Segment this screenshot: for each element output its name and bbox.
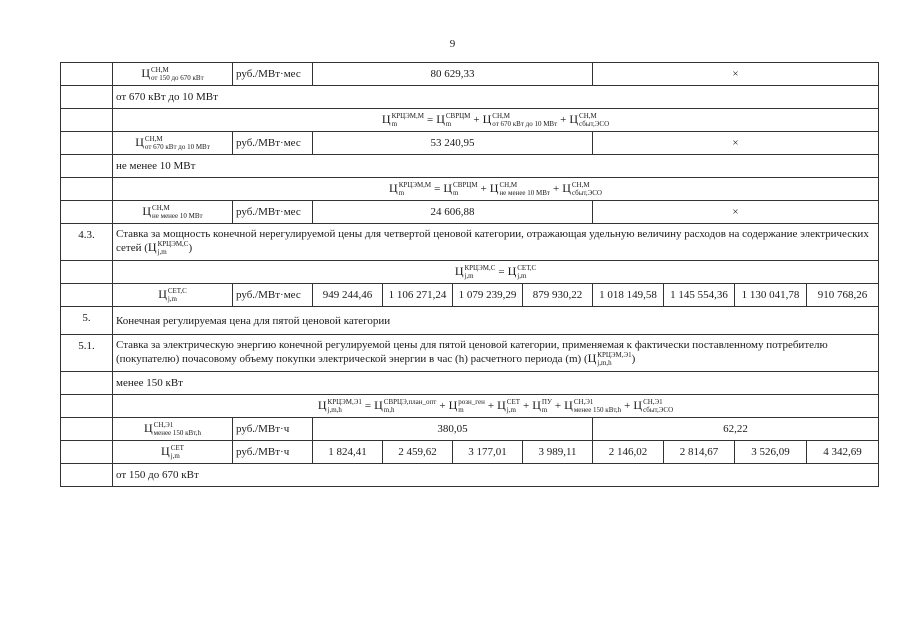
symbol-subscript: менее 150 кВт,h [153, 429, 202, 438]
value-cell: 24 606,88 [313, 201, 593, 224]
symbol-subscript: m [541, 406, 548, 415]
symbol-indices [158, 240, 189, 256]
row-number-cell [61, 132, 113, 155]
symbol-superscript: СН,М [144, 135, 163, 144]
formula-cell [113, 395, 879, 418]
row-number-cell [61, 109, 113, 132]
formula [317, 397, 674, 415]
formula-cell [113, 261, 879, 284]
symbol-base: Ц [587, 350, 597, 365]
cross-cell: × [593, 63, 879, 86]
table-row [61, 86, 879, 109]
row-number-cell [61, 284, 113, 307]
symbol-superscript: СВРЦМ [453, 181, 478, 190]
price-symbol [158, 287, 187, 303]
symbol-superscript: СН,М [499, 181, 518, 190]
symbol-subscript: j,m,h [597, 359, 612, 368]
cross-cell: × [593, 201, 879, 224]
section-number: 5.1. [61, 335, 113, 372]
price-symbol [141, 66, 203, 82]
table-row [61, 109, 879, 132]
symbol-subscript: сбыт,ЭСО [643, 406, 674, 415]
plus-sign: + [439, 399, 446, 412]
plus-sign: + [560, 113, 567, 126]
formula-cell [113, 109, 879, 132]
plus-sign: + [553, 182, 560, 195]
formula [389, 180, 602, 198]
unit-cell: руб./МВт·ч [233, 441, 313, 464]
symbol-subscript: j,m [506, 406, 516, 415]
price-symbol [135, 135, 210, 151]
symbol-superscript: КРЦЭМ,М [398, 181, 432, 190]
row-number-cell [61, 201, 113, 224]
symbol-subscript: m [453, 189, 459, 198]
value-cell: 53 240,95 [313, 132, 593, 155]
value-cell: 2 146,02 [593, 441, 664, 464]
value-cell: 2 459,62 [383, 441, 453, 464]
section-title: Ставка за мощность конечной нерегулируемой цены для четвертой ценовой категории, отражающая удельную величину расходов на содержание электрических сетей (Ц КРЦЭМ,С j,m ) [113, 224, 879, 261]
value-cell: 1 018 149,58 [593, 284, 664, 307]
subheading-cell: менее 150 кВт [113, 372, 879, 395]
symbol-subscript: j,m [464, 272, 474, 281]
symbol-superscript: КРЦЭМ,С [157, 240, 189, 249]
symbol-indices [399, 181, 431, 197]
value-cell: 62,22 [593, 418, 879, 441]
section-title: Конечная регулируемая цена для пятой ценовой категории [113, 307, 879, 335]
symbol-subscript: j,m [167, 295, 177, 304]
symbol-indices [458, 398, 485, 414]
unit-cell: руб./МВт·мес [233, 132, 313, 155]
unit-cell: руб./МВт·ч [233, 418, 313, 441]
symbol-indices [643, 398, 673, 414]
symbol-indices [328, 398, 362, 414]
symbol-indices [574, 398, 621, 414]
value-cell: 80 629,33 [313, 63, 593, 86]
value-cell: 3 177,01 [453, 441, 523, 464]
symbol-subscript: сбыт,ЭСО [571, 189, 602, 198]
symbol-subscript: от 670 кВт до 10 МВт [492, 120, 558, 129]
row-number-cell [61, 372, 113, 395]
symbol-subscript: не менее 10 МВт [499, 189, 550, 198]
symbol-superscript: КРЦЭМ,С [464, 264, 496, 273]
value-cell: 1 824,41 [313, 441, 383, 464]
symbol-subscript: от 670 кВт до 10 МВт [144, 143, 210, 152]
symbol-base: Ц [389, 180, 398, 195]
row-number-cell [61, 418, 113, 441]
equals-sign: = [427, 113, 434, 126]
tariff-table [60, 62, 879, 487]
symbol-base: Ц [482, 111, 492, 126]
value-cell: 3 526,09 [735, 441, 807, 464]
section-title: Ставка за электрическую энергию конечной регулируемой цены для пятой ценовой категории, применяемая к фактически поставленному потребителю (покупателю) почасовому объему покупки электрической энергии в час (h) расчетного периода (m) (Ц КРЦЭМ,Э1 j,m,h ) [113, 335, 879, 372]
unit-cell: руб./МВт·мес [233, 63, 313, 86]
symbol-superscript: СН,М [151, 66, 169, 75]
section-row-5-1 [61, 335, 879, 372]
value-cell: 4 342,69 [807, 441, 879, 464]
symbol-base: Ц [141, 65, 150, 80]
value-cell: 1 106 271,24 [383, 284, 453, 307]
symbol-subscript: m,h [383, 406, 395, 415]
price-symbol [161, 444, 184, 460]
symbol-superscript: СН,М [152, 204, 170, 213]
section-number: 4.3. [61, 224, 113, 261]
symbol-superscript: СЕТ [170, 444, 184, 453]
symbol-base: Ц [317, 397, 327, 412]
symbol-indices [152, 204, 203, 220]
row-number-cell [61, 86, 113, 109]
table-row [61, 441, 879, 464]
symbol-subscript: m [398, 189, 405, 198]
formula [381, 111, 610, 129]
symbol-cell [113, 63, 233, 86]
row-number-cell [61, 441, 113, 464]
symbol-indices [579, 112, 609, 128]
row-number-cell [61, 261, 113, 284]
symbol-base: Ц [489, 180, 499, 195]
plus-sign: + [523, 399, 530, 412]
symbol-base: Ц [507, 263, 517, 278]
symbol-indices [384, 398, 437, 414]
symbol-subscript: m [458, 406, 464, 415]
symbol-indices [597, 351, 631, 367]
value-cell: 910 768,26 [807, 284, 879, 307]
symbol-base: Ц [562, 180, 571, 195]
value-cell: 1 079 239,29 [453, 284, 523, 307]
value-cell: 2 814,67 [664, 441, 735, 464]
table-row [61, 63, 879, 86]
symbol-superscript: СВРЦМ [445, 112, 471, 121]
symbol-subscript: m [445, 120, 452, 129]
symbol-indices [145, 135, 210, 151]
symbol-superscript: КРЦЭМ,М [391, 112, 424, 121]
equals-sign: = [498, 265, 505, 278]
page-number: 9 [449, 38, 456, 50]
symbol-base: Ц [448, 397, 458, 412]
price-symbol [588, 351, 632, 367]
value-cell: 1 145 554,36 [664, 284, 735, 307]
symbol-indices [499, 181, 550, 197]
price-symbol [148, 240, 189, 256]
symbol-base: Ц [158, 286, 167, 301]
plus-sign: + [554, 399, 562, 412]
price-symbol [144, 421, 201, 437]
equals-sign: = [364, 399, 372, 412]
section-row-4-3 [61, 224, 879, 261]
symbol-superscript: СН,М [571, 181, 590, 190]
symbol-cell [113, 284, 233, 307]
symbol-subscript: j,m [157, 248, 167, 257]
equals-sign: = [434, 182, 441, 195]
symbol-base: Ц [142, 203, 152, 218]
symbol-indices [453, 181, 478, 197]
symbol-subscript: от 150 до 670 кВт [151, 74, 204, 83]
symbol-indices [392, 112, 424, 128]
symbol-base: Ц [532, 397, 541, 412]
table-row [61, 261, 879, 284]
subheading-cell: от 670 кВт до 10 МВт [113, 86, 879, 109]
row-number-cell [61, 155, 113, 178]
symbol-superscript: розн_ген [458, 398, 485, 407]
row-number-cell [61, 178, 113, 201]
symbol-indices [492, 112, 557, 128]
row-number-cell [61, 395, 113, 418]
symbol-subscript: менее 150 кВт,h [573, 406, 622, 415]
symbol-base: Ц [443, 180, 453, 195]
symbol-superscript: СН,Э1 [153, 421, 174, 430]
symbol-cell [113, 132, 233, 155]
row-number-cell [61, 63, 113, 86]
symbol-indices [507, 398, 520, 414]
symbol-indices [542, 398, 552, 414]
symbol-cell [113, 201, 233, 224]
symbol-base: Ц [161, 443, 170, 458]
symbol-cell [113, 418, 233, 441]
unit-cell: руб./МВт·мес [233, 284, 313, 307]
table-row [61, 132, 879, 155]
subheading-cell: от 150 до 670 кВт [113, 464, 879, 487]
symbol-indices [464, 264, 495, 280]
table-row [61, 464, 879, 487]
symbol-subscript: j,m,h [327, 406, 342, 415]
symbol-cell [113, 441, 233, 464]
cross-cell: × [593, 132, 879, 155]
symbol-base: Ц [564, 397, 573, 412]
value-cell: 3 989,11 [523, 441, 593, 464]
symbol-indices [572, 181, 602, 197]
plus-sign: + [480, 182, 487, 195]
symbol-superscript: СН,М [492, 112, 510, 121]
subheading-cell: не менее 10 МВт [113, 155, 879, 178]
value-cell: 879 930,22 [523, 284, 593, 307]
symbol-base: Ц [374, 397, 383, 412]
unit-cell: руб./МВт·мес [233, 201, 313, 224]
section-number: 5. [61, 307, 113, 335]
symbol-indices [171, 444, 184, 460]
symbol-base: Ц [147, 239, 157, 254]
symbol-superscript: КРЦЭМ,Э1 [597, 351, 632, 360]
symbol-superscript: СВРЦЭ,план_опт [383, 398, 437, 407]
table-row [61, 418, 879, 441]
symbol-base: Ц [569, 111, 579, 126]
table-row [61, 395, 879, 418]
symbol-superscript: КРЦЭМ,Э1 [327, 398, 362, 407]
symbol-indices [151, 66, 204, 82]
symbol-superscript: СЕТ,С [167, 287, 187, 296]
plus-sign: + [487, 399, 495, 412]
symbol-subscript: j,m [170, 452, 180, 461]
value-cell: 949 244,46 [313, 284, 383, 307]
table-row [61, 178, 879, 201]
symbol-indices [446, 112, 471, 128]
symbol-subscript: сбыт,ЭСО [579, 120, 610, 129]
symbol-superscript: СЕТ [506, 398, 521, 407]
symbol-indices [517, 264, 536, 280]
symbol-superscript: СЕТ,С [517, 264, 537, 273]
symbol-base: Ц [454, 263, 464, 278]
table-row [61, 284, 879, 307]
section-row-5 [61, 307, 879, 335]
formula-cell [113, 178, 879, 201]
plus-sign: + [624, 399, 631, 412]
plus-sign: + [473, 113, 480, 126]
row-number-cell [61, 464, 113, 487]
symbol-indices [154, 421, 201, 437]
formula [454, 263, 537, 281]
price-symbol [142, 204, 202, 220]
value-cell: 380,05 [313, 418, 593, 441]
symbol-subscript: m [391, 120, 398, 129]
symbol-superscript: СН,Э1 [643, 398, 663, 407]
table-row [61, 201, 879, 224]
table-row [61, 155, 879, 178]
symbol-base: Ц [381, 111, 391, 126]
symbol-superscript: ПУ [541, 398, 552, 407]
symbol-subscript: j,m [517, 272, 527, 281]
symbol-base: Ц [497, 397, 506, 412]
symbol-base: Ц [633, 397, 643, 412]
symbol-superscript: СН,Э1 [573, 398, 594, 407]
value-cell: 1 130 041,78 [735, 284, 807, 307]
symbol-base: Ц [135, 134, 144, 149]
symbol-indices [168, 287, 187, 303]
symbol-superscript: СН,М [579, 112, 597, 121]
symbol-base: Ц [436, 111, 445, 126]
table-row [61, 372, 879, 395]
symbol-subscript: не менее 10 МВт [152, 212, 203, 221]
symbol-base: Ц [143, 420, 153, 435]
